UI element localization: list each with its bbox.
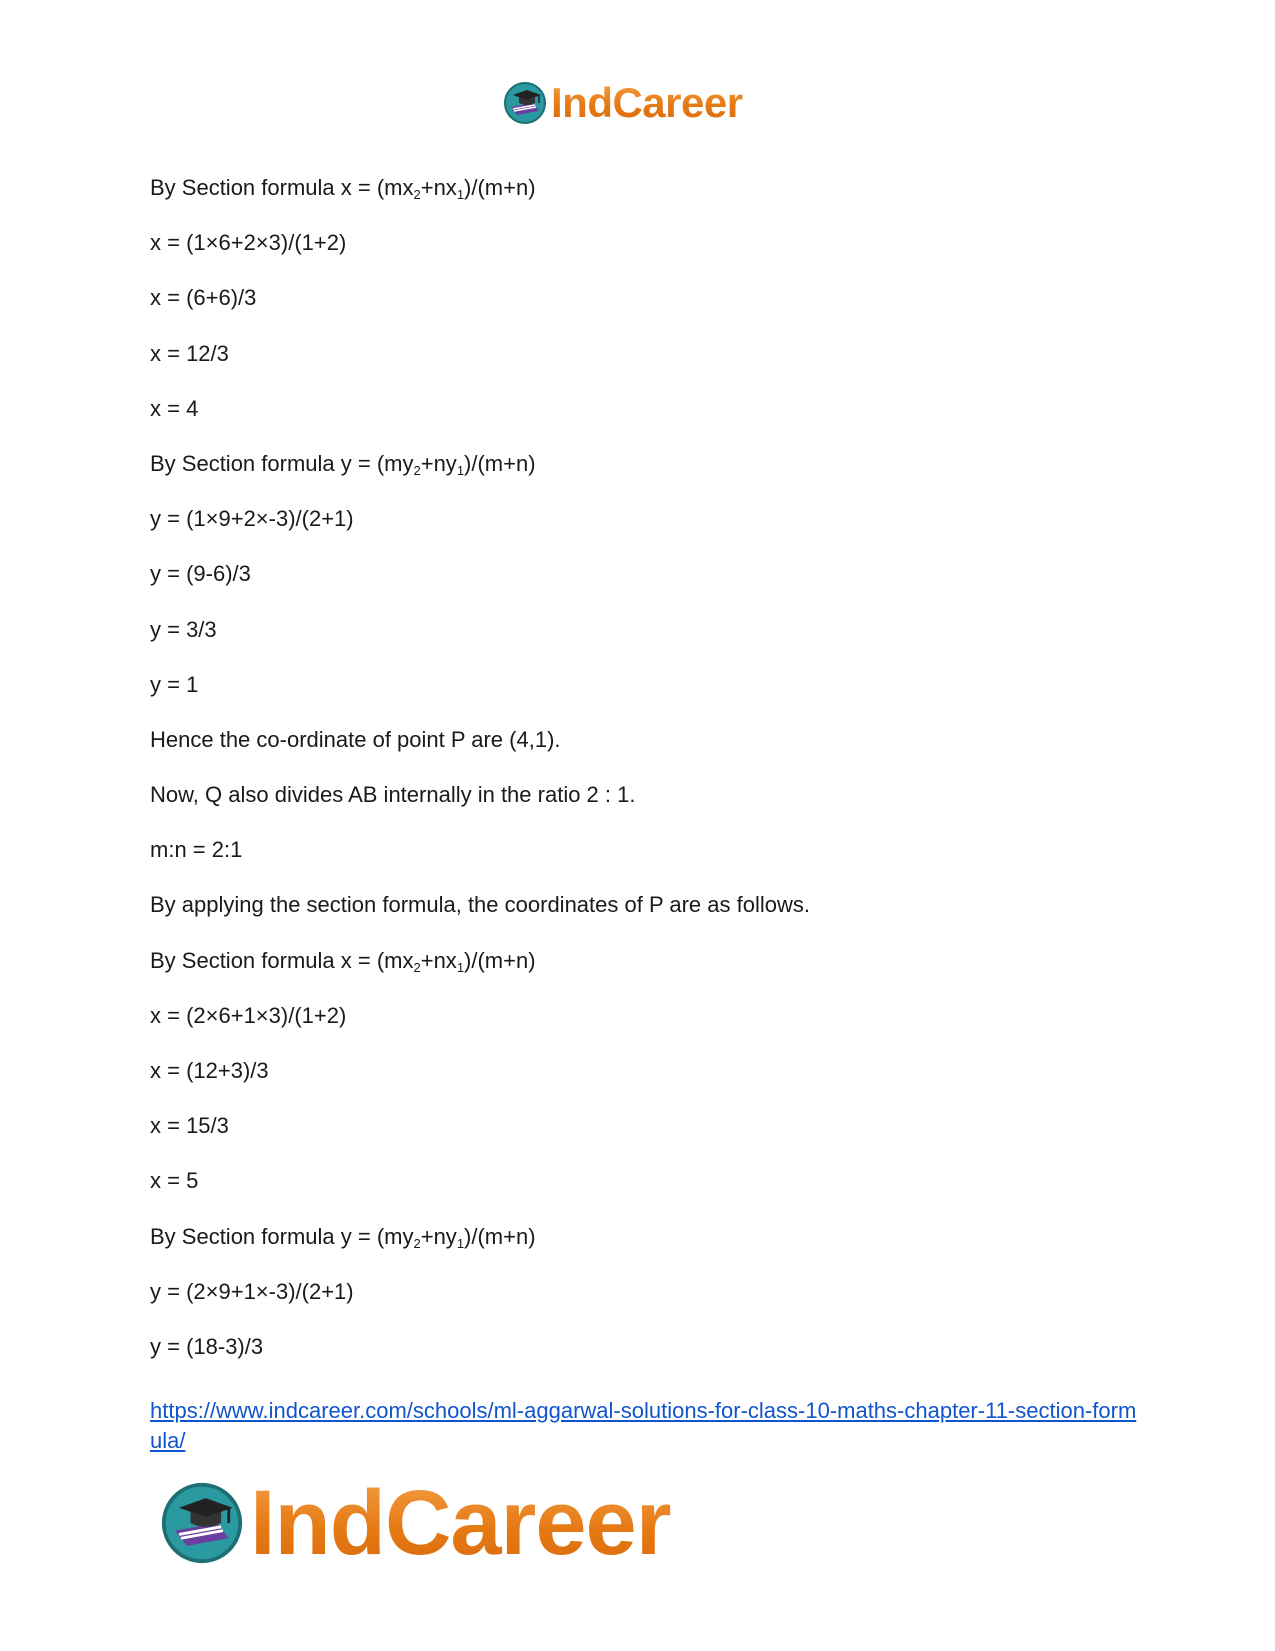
graduation-cap-book-icon — [160, 1481, 244, 1565]
footer-logo — [160, 1471, 671, 1574]
text-line: y = 3/3 — [150, 616, 217, 642]
header-logo-text: IndCareer — [551, 79, 743, 126]
text-line: y = (18-3)/3 — [150, 1333, 264, 1359]
formula-line: By Section formula $x = (mx_2+nx_1)/(m+n)$ — [150, 175, 536, 202]
text-line: x = (6+6)/3 — [150, 285, 257, 311]
text-line: x = (2×6+1×3)/(1+2) — [150, 1002, 347, 1028]
text-line: x = 5 — [150, 1168, 199, 1194]
text-line: x = 15/3 — [150, 1113, 229, 1139]
text-line: x = (1×6+2×3)/(1+2) — [150, 230, 347, 256]
formula-line: By Section formula $y = (my_2+ny_1)/(m+n)$ — [150, 450, 536, 478]
text-line: y = (2×9+1×-3)/(2+1) — [150, 1278, 354, 1304]
source-link[interactable]: https://www.indcareer.com/schools/ml-aggarwal-solutions-for-class-10-maths-chapter-11-section-formula/ — [150, 1398, 1137, 1453]
text-line: x = 12/3 — [150, 340, 229, 366]
text-line: y = (9-6)/3 — [150, 561, 251, 587]
text-line: x = (12+3)/3 — [150, 1058, 269, 1083]
formula-line: By Section formula $y = (my_2+ny_1)/(m+n)$ — [150, 1223, 536, 1251]
footer-logo-text: IndCareer — [250, 1471, 671, 1574]
text-line: Hence the co-ordinate of point P are (4,1). — [150, 726, 561, 752]
text-line: y = 1 — [150, 671, 199, 697]
text-line: Now, Q also divides AB internally in the ratio 2 : 1. — [150, 782, 636, 808]
text-line: m:n = 2:1 — [150, 837, 243, 863]
text-line: x = 4 — [150, 395, 199, 421]
graduation-cap-book-icon — [503, 81, 547, 125]
text-line: By applying the section formula, the coordinates of P are as follows. — [150, 892, 810, 918]
header-logo — [503, 80, 743, 126]
document-body — [150, 173, 1150, 1387]
text-line: y = (1×9+2×-3)/(2+1) — [150, 506, 354, 532]
formula-line: By Section formula $x = (mx_2+nx_1)/(m+n)$ — [150, 947, 536, 975]
